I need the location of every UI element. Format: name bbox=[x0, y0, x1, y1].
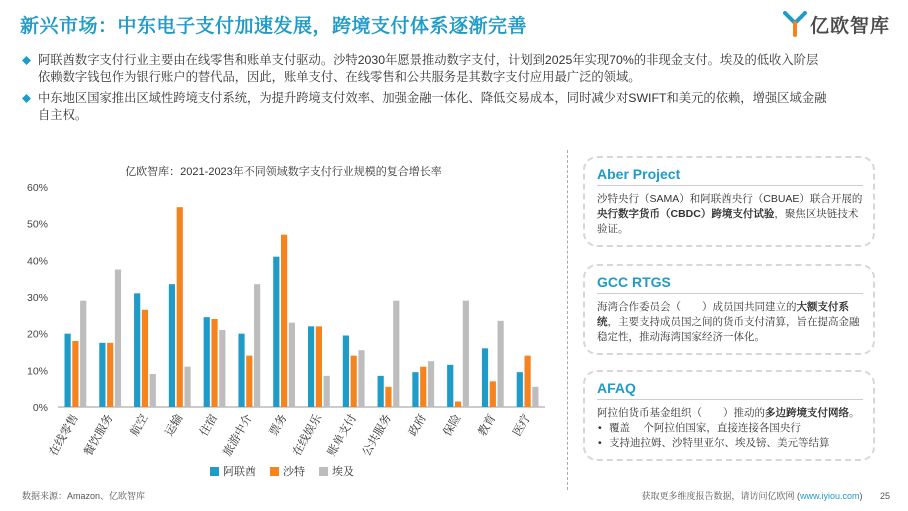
x-tick-label: 保险 bbox=[441, 412, 464, 439]
bar bbox=[463, 301, 469, 407]
data-source: 数据来源：Amazon、亿欧智库 bbox=[22, 491, 146, 501]
card-body bbox=[597, 406, 863, 451]
website-link[interactable]: www.iyiou.com bbox=[799, 491, 860, 501]
bar bbox=[343, 336, 349, 408]
legend-item bbox=[210, 463, 256, 479]
bullet-text-line: 中东地区国家推出区域性跨境支付系统，为提升跨境支付效率、加强金融一体化、降低交易成本，同时减少对SWIFT和美元的依赖，增强区域金融 bbox=[38, 91, 827, 105]
y-tick-label: 30% bbox=[26, 292, 48, 304]
x-tick-label: 在线娱乐 bbox=[291, 412, 325, 459]
bullet-text-line: 自主权。 bbox=[38, 107, 88, 122]
bar-chart bbox=[0, 175, 560, 460]
card-text: 沙特央行（SAMA）和阿联酋央行（CBUAE）联合开展的 bbox=[597, 193, 863, 205]
bar bbox=[447, 365, 453, 407]
card-gcc-rtgs bbox=[583, 264, 875, 355]
card-text-bold: 央行数字货币（CBDC）跨境支付试验 bbox=[597, 208, 775, 220]
bullet-text-line: 阿联酋数字支付行业主要由在线零售和账单支付驱动。沙特2030年愿景推动数字支付，计划到2025年实现70%的非现金支付。埃及的低收入阶层 bbox=[38, 53, 819, 67]
card-divider bbox=[597, 293, 863, 294]
chart-legend bbox=[210, 463, 354, 479]
y-tick-label: 60% bbox=[26, 182, 48, 194]
legend-item bbox=[319, 463, 354, 479]
bar bbox=[134, 293, 140, 407]
bar bbox=[64, 334, 70, 407]
card-divider bbox=[597, 399, 863, 400]
legend-swatch bbox=[270, 467, 279, 476]
bar bbox=[177, 207, 183, 407]
card-text: 。 bbox=[849, 407, 860, 419]
x-tick-label: 医疗 bbox=[511, 412, 534, 439]
card-body bbox=[597, 300, 863, 345]
footer-cta-text: 获取更多维度报告数据，请访问亿欧网 ( bbox=[641, 491, 800, 501]
bar bbox=[254, 284, 260, 407]
diamond-icon bbox=[22, 94, 31, 103]
x-tick-label: 账单支付 bbox=[325, 412, 360, 459]
bar bbox=[281, 235, 287, 407]
logo-mark-icon bbox=[783, 11, 807, 37]
chart-title: 亿欧智库：2021-2023年不同领域数字支付行业规模的复合增长率 bbox=[125, 166, 442, 178]
bar bbox=[246, 356, 252, 407]
bar bbox=[142, 310, 148, 407]
legend-label: 埃及 bbox=[332, 466, 354, 478]
y-tick-label: 0% bbox=[32, 402, 48, 414]
bar bbox=[72, 341, 78, 407]
bar bbox=[308, 326, 314, 407]
card-text-bold: 多边跨境支付网络 bbox=[765, 407, 849, 419]
bar bbox=[482, 348, 488, 407]
page-number: 25 bbox=[879, 491, 890, 501]
bar bbox=[517, 372, 523, 407]
x-tick-label: 在线零售 bbox=[47, 412, 81, 459]
bullet-item bbox=[22, 52, 888, 85]
x-tick-label: 住宿 bbox=[198, 412, 221, 439]
x-tick-label: 旅游中介 bbox=[221, 412, 255, 459]
bullet-text-line: 依赖数字钱包作为银行账户的替代品，因此，账单支付、在线零售和公共服务是其数字支付应用最广泛的领域。 bbox=[38, 69, 641, 84]
y-tick-label: 40% bbox=[26, 255, 48, 268]
footer-cta-end: ) bbox=[859, 491, 863, 501]
card-title: AFAQ bbox=[597, 380, 636, 396]
diamond-icon bbox=[22, 56, 31, 65]
bar bbox=[428, 361, 434, 407]
x-tick-label: 教育 bbox=[476, 412, 499, 439]
section-divider bbox=[567, 150, 568, 490]
card-title: GCC RTGS bbox=[597, 274, 671, 290]
card-text-bold: 大额支付系统 bbox=[597, 301, 849, 328]
list-item: • 覆盖 个阿拉伯国家，直接连接各国央行 bbox=[597, 421, 863, 436]
bar bbox=[378, 376, 384, 407]
bullet-item bbox=[22, 90, 888, 123]
bar bbox=[107, 343, 113, 407]
card-text: ，聚焦区块链技术验证。 bbox=[597, 208, 859, 235]
bar bbox=[316, 326, 322, 407]
x-tick-label: 餐饮服务 bbox=[82, 412, 116, 459]
bar bbox=[358, 350, 364, 407]
x-tick-label: 航空 bbox=[128, 412, 151, 439]
bar bbox=[490, 381, 496, 407]
bar bbox=[238, 334, 244, 407]
bar bbox=[289, 323, 295, 407]
logo-text: 亿欧智库 bbox=[809, 15, 890, 37]
logo bbox=[783, 9, 890, 39]
legend-label: 沙特 bbox=[283, 466, 305, 478]
bar bbox=[115, 270, 121, 408]
card-text: ，主要支持成员国之间的货币支付清算，旨在提高金融稳定性，推动海湾国家经济一体化。 bbox=[597, 316, 860, 343]
legend-swatch bbox=[319, 467, 328, 476]
bar bbox=[273, 257, 279, 407]
bar bbox=[420, 367, 426, 407]
page-title: 新兴市场：中东电子支付加速发展，跨境支付体系逐渐完善 bbox=[20, 16, 528, 37]
legend-label: 阿联酋 bbox=[223, 466, 256, 478]
bar bbox=[80, 301, 86, 407]
x-tick-label: 运输 bbox=[163, 412, 186, 439]
bar bbox=[532, 387, 538, 407]
list-item: • 支持迪拉姆、沙特里亚尔、埃及镑、美元等结算 bbox=[597, 436, 863, 451]
bar bbox=[204, 317, 210, 407]
bar bbox=[99, 343, 105, 407]
card-body bbox=[597, 192, 863, 237]
x-tick-label: 公共服务 bbox=[360, 412, 395, 459]
bar bbox=[455, 402, 461, 408]
y-tick-label: 20% bbox=[26, 328, 48, 341]
card-afaq bbox=[583, 370, 875, 461]
y-tick-label: 50% bbox=[26, 218, 48, 231]
x-tick-label: 票务 bbox=[267, 412, 290, 439]
bar bbox=[219, 330, 225, 407]
card-title: Aber Project bbox=[597, 166, 681, 182]
card-text: 海湾合作委员会（ ）成员国共同建立的 bbox=[597, 301, 797, 313]
y-tick-label: 10% bbox=[26, 365, 48, 378]
bar bbox=[211, 319, 217, 407]
card-text: 阿拉伯货币基金组织（ ）推动的 bbox=[597, 407, 765, 419]
bar bbox=[498, 321, 504, 407]
bar bbox=[169, 284, 175, 407]
bar bbox=[150, 374, 156, 407]
bar bbox=[412, 372, 418, 407]
bar bbox=[324, 376, 330, 407]
card-aber-project bbox=[583, 156, 875, 247]
bar bbox=[525, 356, 531, 407]
bar bbox=[385, 387, 391, 407]
bar bbox=[351, 356, 357, 407]
footer-cta bbox=[641, 489, 890, 502]
bullet-list bbox=[22, 52, 888, 128]
x-tick-label: 政府 bbox=[406, 412, 429, 439]
card-divider bbox=[597, 185, 863, 186]
legend-item bbox=[270, 463, 305, 479]
bar bbox=[184, 367, 190, 407]
bar bbox=[393, 301, 399, 407]
legend-swatch bbox=[210, 467, 219, 476]
